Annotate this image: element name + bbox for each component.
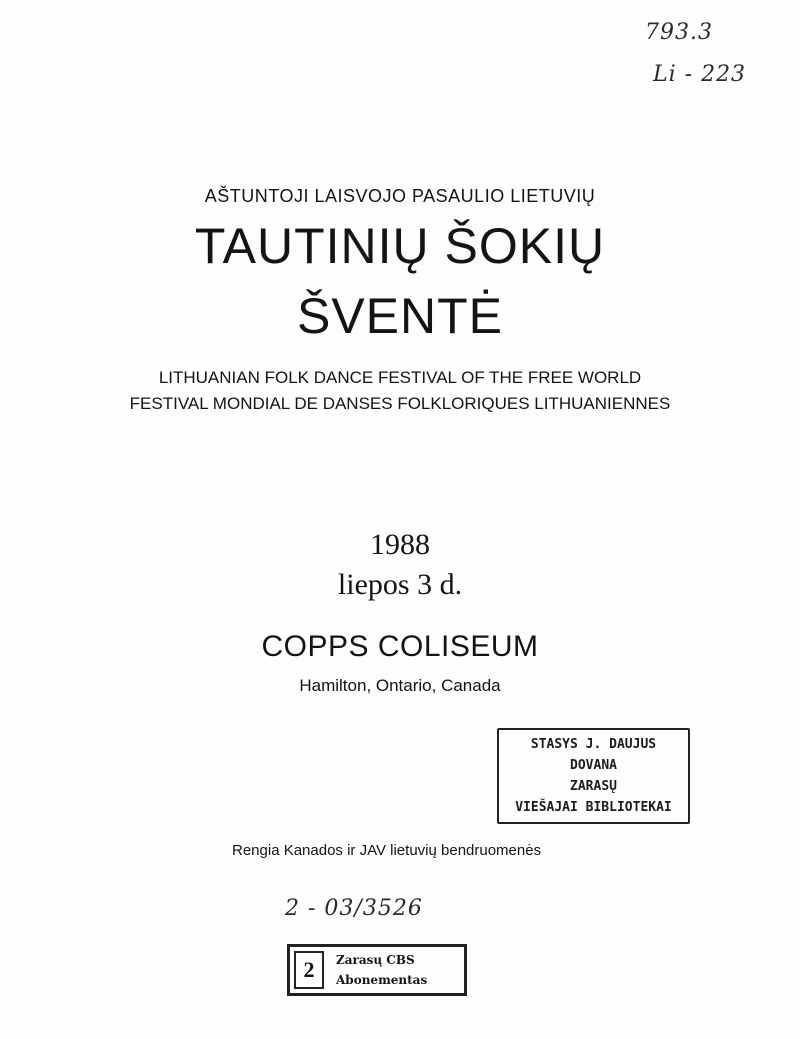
donor-stamp-line-2: DOVANA bbox=[570, 758, 617, 773]
handwritten-inventory-number: 2 - 03/3526 bbox=[285, 896, 423, 921]
donor-stamp bbox=[497, 728, 690, 824]
title-line-1: TAUTINIŲ ŠOKIŲ bbox=[194, 218, 606, 274]
english-title: LITHUANIAN FOLK DANCE FESTIVAL OF THE FREE WORLD bbox=[158, 368, 642, 387]
handwritten-call-number: 793.3 bbox=[645, 20, 713, 45]
handwritten-shelf-mark: Li - 223 bbox=[653, 62, 747, 87]
event-year: 1988 bbox=[370, 528, 430, 561]
donor-stamp-line-1: STASYS J. DAUJUS bbox=[530, 737, 657, 752]
french-title: FESTIVAL MONDIAL DE DANSES FOLKLORIQUES LITHUANIENNES bbox=[129, 394, 671, 413]
library-stamp-line-2: Abonementas bbox=[336, 973, 428, 987]
library-stamp bbox=[287, 944, 467, 996]
library-stamp-number: 2 bbox=[294, 951, 324, 989]
venue-name: COPPS COLISEUM bbox=[261, 630, 539, 663]
donor-stamp-line-3: ZARASŲ bbox=[570, 779, 617, 794]
title-line-2: ŠVENTĖ bbox=[296, 288, 504, 344]
event-subtitle: AŠTUNTOJI LAISVOJO PASAULIO LIETUVIŲ bbox=[204, 186, 596, 206]
library-stamp-line-1: Zarasų CBS bbox=[336, 953, 415, 967]
event-date: liepos 3 d. bbox=[337, 568, 463, 601]
donor-stamp-line-4: VIEŠAJAI BIBLIOTEKAI bbox=[515, 800, 672, 815]
venue-city: Hamilton, Ontario, Canada bbox=[299, 676, 501, 695]
organizer-text: Rengia Kanados ir JAV lietuvių bendruomenės bbox=[232, 842, 542, 859]
